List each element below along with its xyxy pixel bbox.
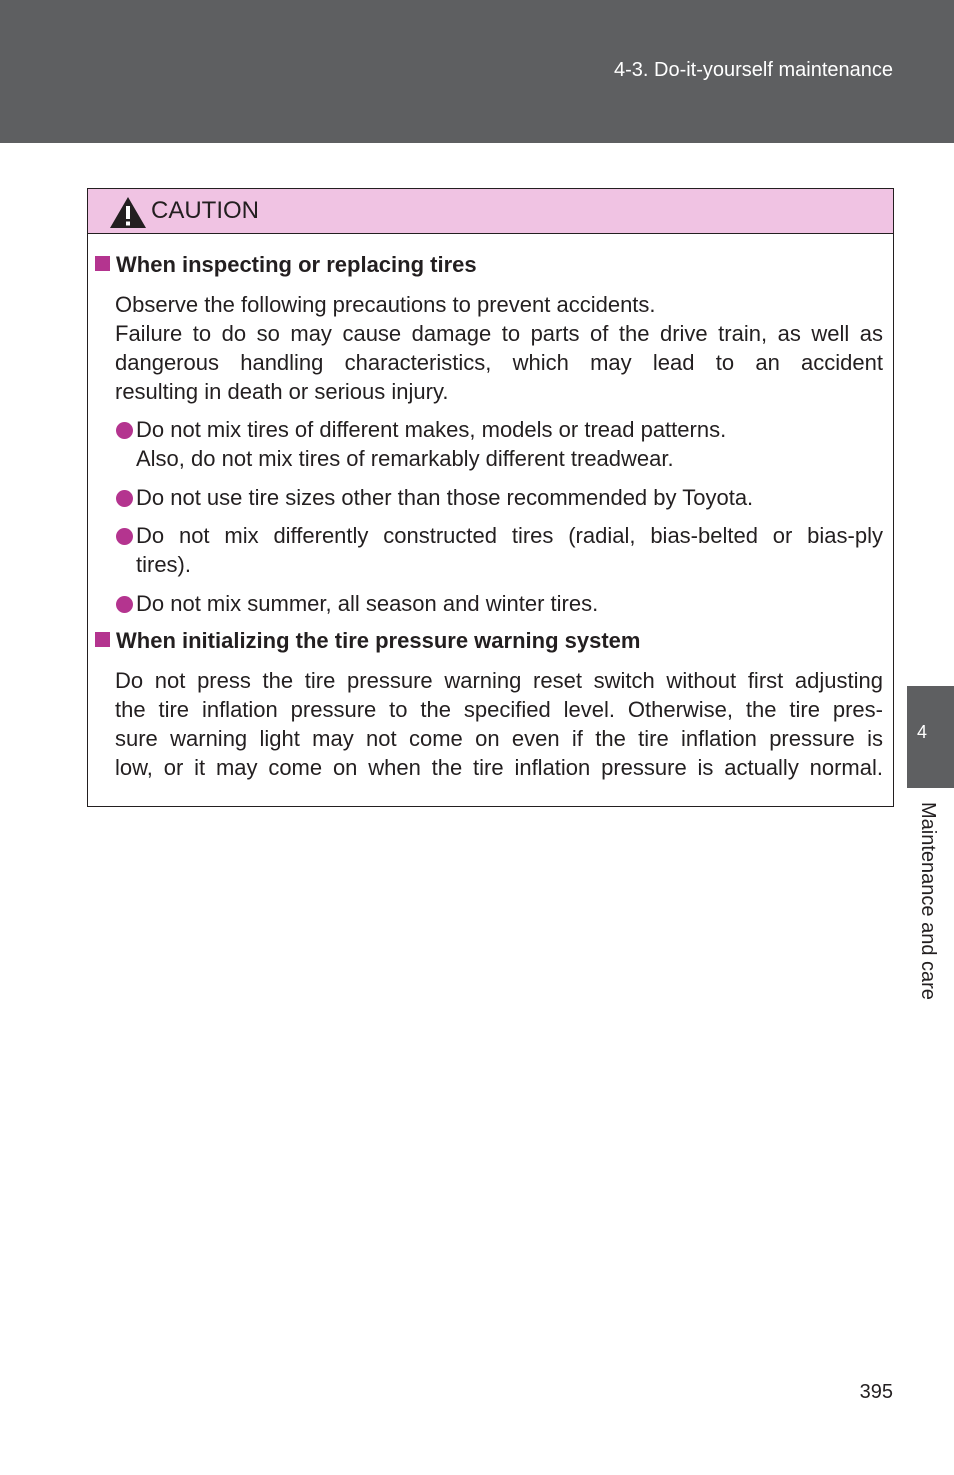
square-bullet-icon: [95, 256, 110, 271]
circle-bullet-icon: [116, 528, 133, 545]
circle-bullet-icon: [116, 596, 133, 613]
list-item: [115, 589, 884, 618]
list-item-line: Do not mix summer, all season and winter tires.: [136, 591, 599, 616]
paragraph-line: Do not press the tire pressure warning reset switch without first adjusting: [115, 668, 883, 693]
section-heading: [95, 251, 477, 279]
caution-header: [88, 189, 893, 234]
section-heading-text: When initializing the tire pressure warning system: [116, 628, 641, 653]
list-item-line: Do not use tire sizes other than those recommended by Toyota.: [136, 485, 754, 510]
list-item-line: Do not mix tires of different makes, models or tread patterns.: [136, 417, 727, 442]
paragraph-line: sure warning light may not come on even if the tire inflation pressure is: [115, 726, 883, 751]
paragraph-line: resulting in death or serious injury.: [115, 379, 449, 404]
caution-title: CAUTION: [151, 197, 259, 224]
list-item-line: Do not mix differently constructed tires (radial, bias-belted or bias-ply: [136, 523, 883, 548]
paragraph-line: the tire inflation pressure to the specified level. Otherwise, the tire pres-: [115, 697, 883, 722]
paragraph: [115, 290, 883, 406]
list-item-line: tires).: [136, 552, 191, 577]
paragraph-line: dangerous handling characteristics, which may lead to an accident: [115, 350, 883, 375]
section-heading: [95, 627, 640, 655]
circle-bullet-icon: [116, 422, 133, 439]
section-heading-text: When inspecting or replacing tires: [116, 252, 477, 277]
chapter-tab[interactable]: [907, 686, 954, 788]
list-item: [115, 415, 884, 473]
page-number: 395: [859, 1381, 893, 1403]
list-item-line: Also, do not mix tires of remarkably different treadwear.: [136, 446, 674, 471]
paragraph: [115, 666, 883, 782]
circle-bullet-icon: [116, 490, 133, 507]
paragraph-line: low, or it may come on when the tire inflation pressure is actually normal.: [115, 755, 883, 780]
square-bullet-icon: [95, 632, 110, 647]
warning-triangle-icon: [109, 196, 147, 229]
caution-box: [87, 188, 894, 807]
paragraph-line: Observe the following precautions to prevent accidents.: [115, 292, 656, 317]
chapter-label: Maintenance and care: [917, 802, 939, 1000]
list-item: [115, 483, 884, 512]
section-title: 4-3. Do-it-yourself maintenance: [613, 59, 893, 81]
list-item: [115, 521, 884, 579]
paragraph-line: Failure to do so may cause damage to parts of the drive train, as well as: [115, 321, 883, 346]
chapter-number: 4: [917, 722, 928, 742]
